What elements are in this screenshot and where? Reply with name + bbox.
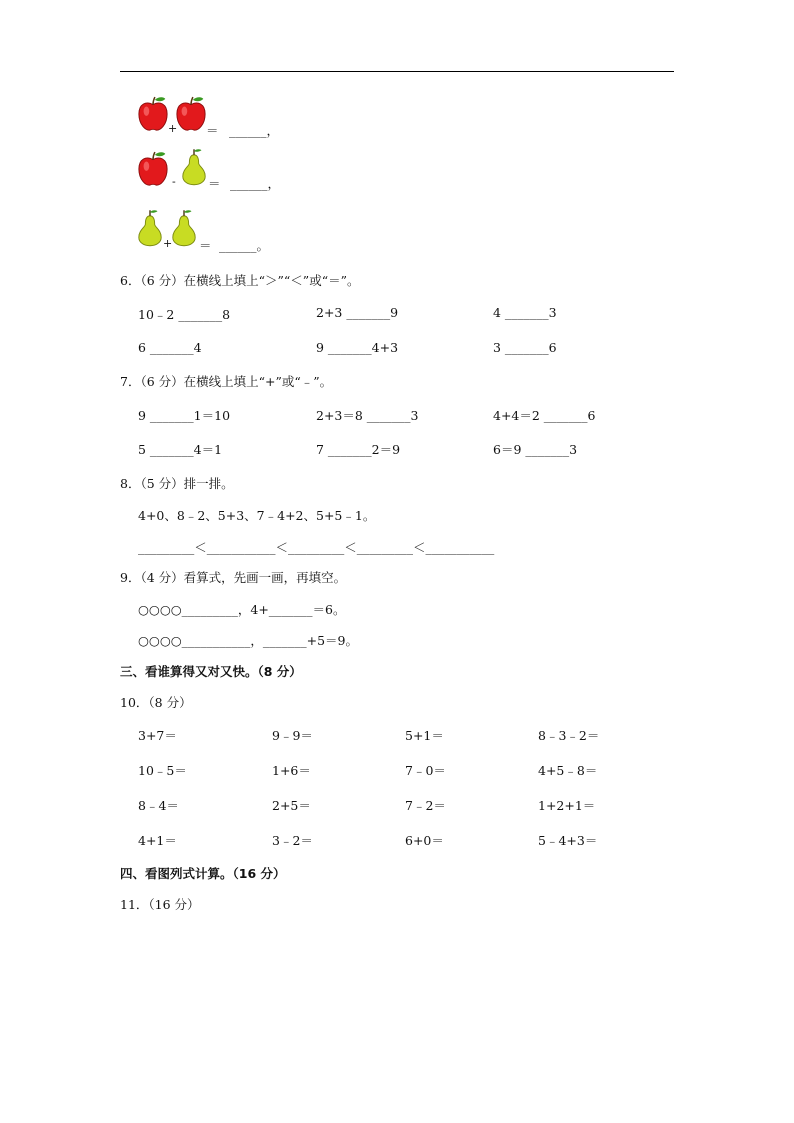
q8-order-chain: _________＜___________＜_________＜_________＜___________ — [138, 540, 495, 555]
plus-sign: + — [168, 122, 178, 135]
q6-item: 6 _______4 — [138, 340, 202, 355]
question-11-title: 11．（16 分） — [120, 897, 200, 912]
calc-item: 10﹣5＝ — [138, 763, 187, 778]
calc-item: 5+1＝ — [405, 728, 444, 743]
pear-icon — [170, 208, 198, 248]
minus-sign: - — [172, 175, 176, 188]
plus-sign: + — [163, 237, 173, 250]
q7-item: 5 _______4＝1 — [138, 442, 223, 457]
q6-item: 4 _______3 — [493, 305, 557, 320]
q7-item: 4+4＝2 _______6 — [493, 408, 596, 423]
calc-item: 9﹣9＝ — [272, 728, 313, 743]
answer-blank: ______， — [230, 176, 281, 191]
question-7-title: 7．（6 分）在横线上填上“+”或“﹣”。 — [120, 374, 333, 389]
section-3-title: 三、看谁算得又对又快。（8 分） — [120, 664, 302, 679]
q7-item: 2+3＝8 _______3 — [316, 408, 419, 423]
question-6-title: 6．（6 分）在横线上填上“＞”“＜”或“＝”。 — [120, 273, 360, 288]
calc-item: 8﹣3﹣2＝ — [538, 728, 600, 743]
section-4-title: 四、看图列式计算。（16 分） — [120, 866, 286, 881]
pear-icon — [136, 208, 164, 248]
calc-item: 7﹣2＝ — [405, 798, 446, 813]
answer-blank: ______。 — [219, 238, 270, 253]
apple-icon — [137, 151, 169, 187]
answer-blank: ______， — [229, 123, 280, 138]
q6-item: 2+3 _______9 — [316, 305, 399, 320]
apple-icon — [137, 96, 169, 132]
pear-icon — [180, 147, 208, 187]
q6-item: 9 _______4+3 — [316, 340, 399, 355]
calc-item: 4+5﹣8＝ — [538, 763, 598, 778]
q7-item: 6＝9 _______3 — [493, 442, 578, 457]
apple-icon — [175, 96, 207, 132]
q6-item: 10﹣2 _______8 — [138, 307, 231, 322]
question-9-title: 9．（4 分）看算式，先画一画，再填空。 — [120, 570, 347, 585]
calc-item: 4+1＝ — [138, 833, 177, 848]
calc-item: 3+7＝ — [138, 728, 177, 743]
question-10-title: 10．（8 分） — [120, 695, 192, 710]
q7-item: 9 _______1＝10 — [138, 408, 231, 423]
q8-items: 4+0、8﹣2、5+3、7﹣4+2、5+5﹣1。 — [138, 508, 376, 523]
equals-sign: ＝ — [208, 176, 221, 191]
q9-line: ○○○○___________，_______+5＝9。 — [138, 633, 359, 648]
calc-item: 1+6＝ — [272, 763, 311, 778]
equals-sign: ＝ — [206, 123, 219, 138]
equals-sign: ＝ — [199, 238, 212, 253]
question-8-title: 8．（5 分）排一排。 — [120, 476, 234, 491]
calc-item: 1+2+1＝ — [538, 798, 596, 813]
calc-item: 2+5＝ — [272, 798, 311, 813]
calc-item: 7﹣0＝ — [405, 763, 446, 778]
header-rule — [120, 71, 674, 72]
q9-line: ○○○○_________，4+_______＝6。 — [138, 602, 346, 617]
calc-item: 5﹣4+3＝ — [538, 833, 598, 848]
calc-item: 8﹣4＝ — [138, 798, 179, 813]
calc-item: 3﹣2＝ — [272, 833, 313, 848]
q7-item: 7 _______2＝9 — [316, 442, 401, 457]
calc-item: 6+0＝ — [405, 833, 444, 848]
q6-item: 3 _______6 — [493, 340, 557, 355]
